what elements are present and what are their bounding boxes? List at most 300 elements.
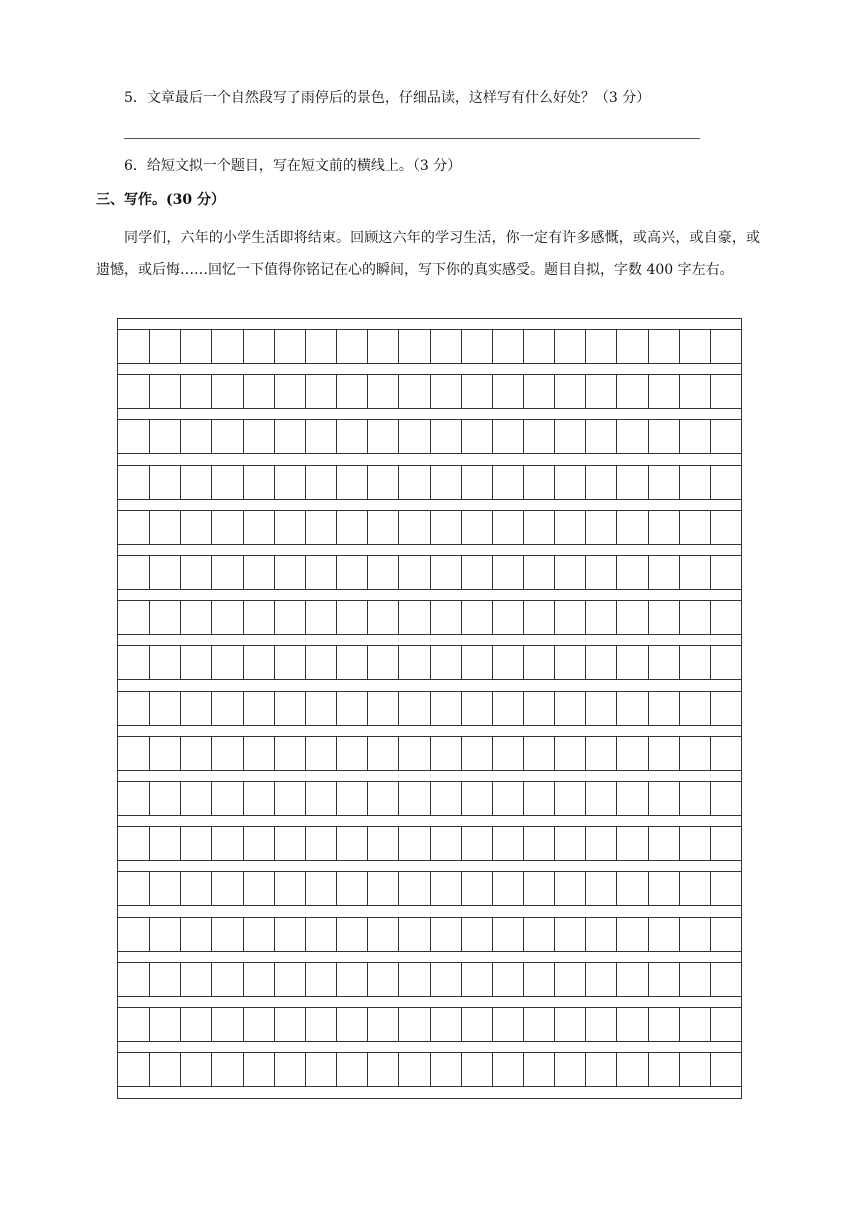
grid-cell-divider [243, 963, 244, 996]
grid-cell-divider [710, 511, 711, 544]
grid-cell-divider [430, 1053, 431, 1086]
grid-cell-divider [149, 556, 150, 589]
grid-cell-divider [461, 782, 462, 815]
grid-cell-divider [554, 872, 555, 905]
grid-cell-divider [149, 737, 150, 770]
grid-cell-divider [679, 420, 680, 453]
grid-cell-divider [243, 646, 244, 679]
grid-cell-divider [211, 918, 212, 951]
grid-cell-divider [336, 918, 337, 951]
grid-cell-divider [616, 601, 617, 634]
grid-cell-divider [585, 420, 586, 453]
grid-cell-divider [648, 330, 649, 363]
grid-cell-divider [585, 556, 586, 589]
grid-cell-divider [180, 420, 181, 453]
grid-cell-divider [211, 601, 212, 634]
grid-cell-divider [243, 511, 244, 544]
grid-cell-divider [211, 782, 212, 815]
grid-cell-divider [523, 375, 524, 408]
grid-cell-divider [648, 646, 649, 679]
grid-cell-divider [149, 1008, 150, 1041]
grid-cell-divider [616, 420, 617, 453]
grid-cell-divider [211, 827, 212, 860]
grid-cell-divider [243, 1053, 244, 1086]
grid-cell-divider [461, 737, 462, 770]
grid-cell-divider [554, 420, 555, 453]
grid-cell-divider [616, 466, 617, 499]
grid-row [118, 691, 741, 726]
grid-cell-divider [523, 827, 524, 860]
grid-cell-divider [367, 782, 368, 815]
grid-cell-divider [585, 466, 586, 499]
grid-cell-divider [679, 692, 680, 725]
writing-prompt: 同学们，六年的小学生活即将结束。回顾这六年的学习生活，你一定有许多感慨，或高兴，或自豪，或遗憾，或后悔……回忆一下值得你铭记在心的瞬间，写下你的真实感受。题目自拟，字数 400 字左右。 [96, 230, 760, 278]
grid-cell-divider [211, 420, 212, 453]
grid-cell-divider [149, 375, 150, 408]
grid-row [118, 736, 741, 771]
grid-cell-divider [211, 872, 212, 905]
grid-cell-divider [461, 420, 462, 453]
grid-cell-divider [243, 330, 244, 363]
grid-cell-divider [305, 330, 306, 363]
grid-cell-divider [710, 375, 711, 408]
grid-cell-divider [211, 737, 212, 770]
grid-cell-divider [648, 872, 649, 905]
grid-cell-divider [211, 1008, 212, 1041]
grid-cell-divider [149, 420, 150, 453]
grid-cell-divider [336, 511, 337, 544]
grid-cell-divider [243, 375, 244, 408]
grid-cell-divider [523, 466, 524, 499]
grid-cell-divider [523, 737, 524, 770]
grid-cell-divider [523, 782, 524, 815]
grid-cell-divider [398, 963, 399, 996]
grid-cell-divider [180, 737, 181, 770]
grid-cell-divider [554, 601, 555, 634]
grid-cell-divider [616, 872, 617, 905]
grid-cell-divider [274, 330, 275, 363]
grid-cell-divider [180, 1008, 181, 1041]
grid-row [118, 1007, 741, 1042]
grid-cell-divider [243, 420, 244, 453]
grid-cell-divider [398, 827, 399, 860]
grid-cell-divider [648, 737, 649, 770]
grid-cell-divider [648, 1008, 649, 1041]
grid-cell-divider [430, 466, 431, 499]
grid-cell-divider [492, 827, 493, 860]
grid-cell-divider [180, 1053, 181, 1086]
grid-cell-divider [243, 918, 244, 951]
grid-cell-divider [180, 782, 181, 815]
grid-cell-divider [554, 827, 555, 860]
grid-cell-divider [149, 511, 150, 544]
grid-cell-divider [243, 737, 244, 770]
grid-cell-divider [585, 511, 586, 544]
grid-cell-divider [367, 375, 368, 408]
grid-cell-divider [367, 556, 368, 589]
grid-cell-divider [243, 692, 244, 725]
grid-cell-divider [398, 466, 399, 499]
grid-cell-divider [523, 646, 524, 679]
grid-cell-divider [679, 646, 680, 679]
grid-cell-divider [274, 511, 275, 544]
grid-cell-divider [492, 692, 493, 725]
grid-row [118, 645, 741, 680]
grid-cell-divider [492, 466, 493, 499]
grid-cell-divider [585, 1008, 586, 1041]
grid-cell-divider [585, 872, 586, 905]
grid-cell-divider [430, 511, 431, 544]
grid-cell-divider [554, 1053, 555, 1086]
grid-cell-divider [461, 872, 462, 905]
grid-cell-divider [398, 646, 399, 679]
grid-cell-divider [492, 737, 493, 770]
grid-cell-divider [585, 918, 586, 951]
grid-cell-divider [710, 466, 711, 499]
grid-cell-divider [305, 827, 306, 860]
grid-cell-divider [430, 963, 431, 996]
grid-cell-divider [149, 646, 150, 679]
grid-cell-divider [367, 1008, 368, 1041]
grid-cell-divider [243, 782, 244, 815]
grid-cell-divider [367, 646, 368, 679]
grid-cell-divider [305, 918, 306, 951]
grid-cell-divider [679, 782, 680, 815]
grid-cell-divider [243, 872, 244, 905]
grid-cell-divider [648, 601, 649, 634]
grid-cell-divider [430, 827, 431, 860]
grid-cell-divider [149, 692, 150, 725]
grid-cell-divider [616, 737, 617, 770]
grid-cell-divider [679, 1008, 680, 1041]
grid-cell-divider [149, 918, 150, 951]
grid-cell-divider [523, 872, 524, 905]
grid-cell-divider [430, 601, 431, 634]
grid-cell-divider [461, 556, 462, 589]
grid-cell-divider [710, 601, 711, 634]
grid-cell-divider [554, 556, 555, 589]
grid-cell-divider [336, 782, 337, 815]
grid-row [118, 962, 741, 997]
grid-cell-divider [679, 827, 680, 860]
grid-cell-divider [305, 872, 306, 905]
grid-cell-divider [554, 963, 555, 996]
grid-cell-divider [648, 556, 649, 589]
grid-cell-divider [336, 737, 337, 770]
grid-cell-divider [492, 1053, 493, 1086]
grid-cell-divider [274, 375, 275, 408]
grid-cell-divider [710, 330, 711, 363]
grid-cell-divider [398, 782, 399, 815]
grid-cell-divider [180, 466, 181, 499]
grid-cell-divider [679, 737, 680, 770]
grid-cell-divider [274, 963, 275, 996]
grid-cell-divider [492, 420, 493, 453]
grid-cell-divider [243, 827, 244, 860]
grid-cell-divider [492, 375, 493, 408]
grid-cell-divider [523, 1053, 524, 1086]
grid-cell-divider [305, 1008, 306, 1041]
grid-cell-divider [180, 511, 181, 544]
grid-cell-divider [243, 556, 244, 589]
grid-cell-divider [336, 420, 337, 453]
grid-cell-divider [492, 330, 493, 363]
grid-cell-divider [336, 872, 337, 905]
grid-cell-divider [616, 556, 617, 589]
grid-cell-divider [211, 1053, 212, 1086]
grid-cell-divider [274, 1008, 275, 1041]
grid-cell-divider [492, 511, 493, 544]
grid-cell-divider [274, 556, 275, 589]
grid-row [118, 329, 741, 364]
grid-cell-divider [616, 375, 617, 408]
grid-cell-divider [616, 918, 617, 951]
grid-cell-divider [554, 782, 555, 815]
grid-cell-divider [710, 782, 711, 815]
grid-cell-divider [336, 827, 337, 860]
grid-cell-divider [211, 511, 212, 544]
grid-cell-divider [710, 420, 711, 453]
grid-cell-divider [398, 420, 399, 453]
grid-cell-divider [211, 466, 212, 499]
grid-cell-divider [305, 375, 306, 408]
grid-cell-divider [710, 556, 711, 589]
grid-row [118, 826, 741, 861]
grid-row [118, 465, 741, 500]
grid-cell-divider [211, 375, 212, 408]
grid-row [118, 871, 741, 906]
grid-cell-divider [679, 918, 680, 951]
grid-cell-divider [149, 782, 150, 815]
grid-cell-divider [585, 1053, 586, 1086]
grid-cell-divider [616, 1053, 617, 1086]
grid-cell-divider [585, 646, 586, 679]
grid-cell-divider [211, 646, 212, 679]
grid-cell-divider [554, 737, 555, 770]
question-5: 5．文章最后一个自然段写了雨停后的景色，仔细品读，这样写有什么好处？（3 分） [124, 90, 651, 106]
grid-cell-divider [367, 511, 368, 544]
grid-cell-divider [398, 918, 399, 951]
grid-cell-divider [180, 330, 181, 363]
grid-cell-divider [679, 466, 680, 499]
grid-cell-divider [180, 556, 181, 589]
grid-cell-divider [305, 737, 306, 770]
grid-cell-divider [492, 1008, 493, 1041]
grid-cell-divider [461, 1008, 462, 1041]
grid-cell-divider [492, 646, 493, 679]
grid-cell-divider [336, 556, 337, 589]
grid-cell-divider [523, 963, 524, 996]
grid-cell-divider [367, 963, 368, 996]
grid-cell-divider [274, 918, 275, 951]
grid-cell-divider [274, 466, 275, 499]
grid-cell-divider [211, 963, 212, 996]
grid-cell-divider [367, 330, 368, 363]
grid-cell-divider [180, 872, 181, 905]
grid-cell-divider [461, 827, 462, 860]
grid-cell-divider [523, 918, 524, 951]
grid-cell-divider [585, 737, 586, 770]
grid-cell-divider [492, 782, 493, 815]
grid-cell-divider [585, 375, 586, 408]
grid-cell-divider [305, 511, 306, 544]
grid-cell-divider [336, 963, 337, 996]
grid-cell-divider [243, 601, 244, 634]
grid-cell-divider [305, 646, 306, 679]
grid-cell-divider [585, 963, 586, 996]
grid-cell-divider [149, 827, 150, 860]
grid-cell-divider [679, 511, 680, 544]
grid-cell-divider [554, 375, 555, 408]
grid-cell-divider [211, 330, 212, 363]
grid-cell-divider [305, 1053, 306, 1086]
grid-cell-divider [648, 827, 649, 860]
grid-row [118, 374, 741, 409]
grid-cell-divider [305, 782, 306, 815]
grid-cell-divider [461, 466, 462, 499]
grid-cell-divider [461, 646, 462, 679]
grid-cell-divider [523, 1008, 524, 1041]
grid-cell-divider [398, 1008, 399, 1041]
grid-row [118, 419, 741, 454]
answer-line[interactable] [124, 138, 700, 139]
grid-cell-divider [554, 646, 555, 679]
grid-cell-divider [398, 601, 399, 634]
grid-cell-divider [554, 1008, 555, 1041]
grid-cell-divider [585, 782, 586, 815]
grid-cell-divider [585, 601, 586, 634]
grid-cell-divider [367, 601, 368, 634]
grid-cell-divider [679, 556, 680, 589]
grid-row [118, 510, 741, 545]
grid-cell-divider [585, 330, 586, 363]
grid-cell-divider [492, 556, 493, 589]
grid-cell-divider [461, 692, 462, 725]
grid-cell-divider [336, 466, 337, 499]
grid-cell-divider [616, 330, 617, 363]
grid-cell-divider [305, 420, 306, 453]
grid-cell-divider [336, 646, 337, 679]
grid-cell-divider [149, 1053, 150, 1086]
grid-cell-divider [180, 601, 181, 634]
grid-cell-divider [336, 375, 337, 408]
grid-cell-divider [554, 918, 555, 951]
grid-cell-divider [398, 556, 399, 589]
grid-cell-divider [523, 511, 524, 544]
grid-cell-divider [616, 782, 617, 815]
grid-cell-divider [430, 556, 431, 589]
grid-cell-divider [648, 918, 649, 951]
grid-cell-divider [679, 330, 680, 363]
grid-cell-divider [274, 646, 275, 679]
grid-cell-divider [523, 420, 524, 453]
grid-cell-divider [461, 511, 462, 544]
grid-cell-divider [710, 918, 711, 951]
grid-cell-divider [274, 737, 275, 770]
grid-cell-divider [492, 601, 493, 634]
grid-cell-divider [305, 963, 306, 996]
grid-cell-divider [648, 692, 649, 725]
grid-cell-divider [149, 872, 150, 905]
section-3-heading: 三、写作。(30 分） [96, 192, 225, 208]
grid-cell-divider [461, 330, 462, 363]
grid-cell-divider [710, 963, 711, 996]
grid-cell-divider [367, 872, 368, 905]
grid-cell-divider [430, 1008, 431, 1041]
grid-cell-divider [710, 737, 711, 770]
grid-cell-divider [461, 918, 462, 951]
grid-cell-divider [679, 872, 680, 905]
grid-cell-divider [648, 511, 649, 544]
grid-cell-divider [710, 646, 711, 679]
grid-cell-divider [461, 375, 462, 408]
grid-cell-divider [710, 872, 711, 905]
grid-cell-divider [180, 827, 181, 860]
grid-cell-divider [398, 692, 399, 725]
grid-cell-divider [430, 375, 431, 408]
grid-row [118, 781, 741, 816]
grid-cell-divider [554, 692, 555, 725]
grid-cell-divider [648, 782, 649, 815]
writing-grid[interactable] [117, 318, 742, 1099]
grid-cell-divider [305, 556, 306, 589]
grid-cell-divider [367, 420, 368, 453]
grid-cell-divider [180, 692, 181, 725]
grid-cell-divider [336, 1053, 337, 1086]
grid-cell-divider [710, 1053, 711, 1086]
grid-row [118, 1052, 741, 1087]
grid-row [118, 555, 741, 590]
grid-cell-divider [616, 963, 617, 996]
grid-cell-divider [149, 963, 150, 996]
grid-cell-divider [367, 918, 368, 951]
grid-cell-divider [554, 330, 555, 363]
grid-cell-divider [430, 737, 431, 770]
grid-cell-divider [616, 511, 617, 544]
grid-cell-divider [430, 330, 431, 363]
grid-cell-divider [367, 1053, 368, 1086]
grid-cell-divider [554, 511, 555, 544]
grid-cell-divider [243, 466, 244, 499]
grid-cell-divider [430, 646, 431, 679]
grid-cell-divider [336, 1008, 337, 1041]
grid-cell-divider [367, 737, 368, 770]
grid-cell-divider [398, 872, 399, 905]
grid-cell-divider [461, 601, 462, 634]
grid-cell-divider [648, 963, 649, 996]
grid-cell-divider [710, 692, 711, 725]
grid-cell-divider [710, 827, 711, 860]
grid-cell-divider [274, 420, 275, 453]
grid-cell-divider [616, 1008, 617, 1041]
grid-cell-divider [648, 466, 649, 499]
grid-cell-divider [648, 420, 649, 453]
grid-cell-divider [149, 466, 150, 499]
grid-cell-divider [180, 918, 181, 951]
grid-cell-divider [679, 1053, 680, 1086]
grid-cell-divider [243, 1008, 244, 1041]
grid-cell-divider [336, 601, 337, 634]
grid-cell-divider [492, 918, 493, 951]
grid-cell-divider [274, 601, 275, 634]
grid-cell-divider [585, 827, 586, 860]
grid-cell-divider [398, 330, 399, 363]
grid-cell-divider [430, 692, 431, 725]
grid-cell-divider [367, 466, 368, 499]
grid-cell-divider [274, 872, 275, 905]
grid-cell-divider [274, 782, 275, 815]
grid-row [118, 917, 741, 952]
